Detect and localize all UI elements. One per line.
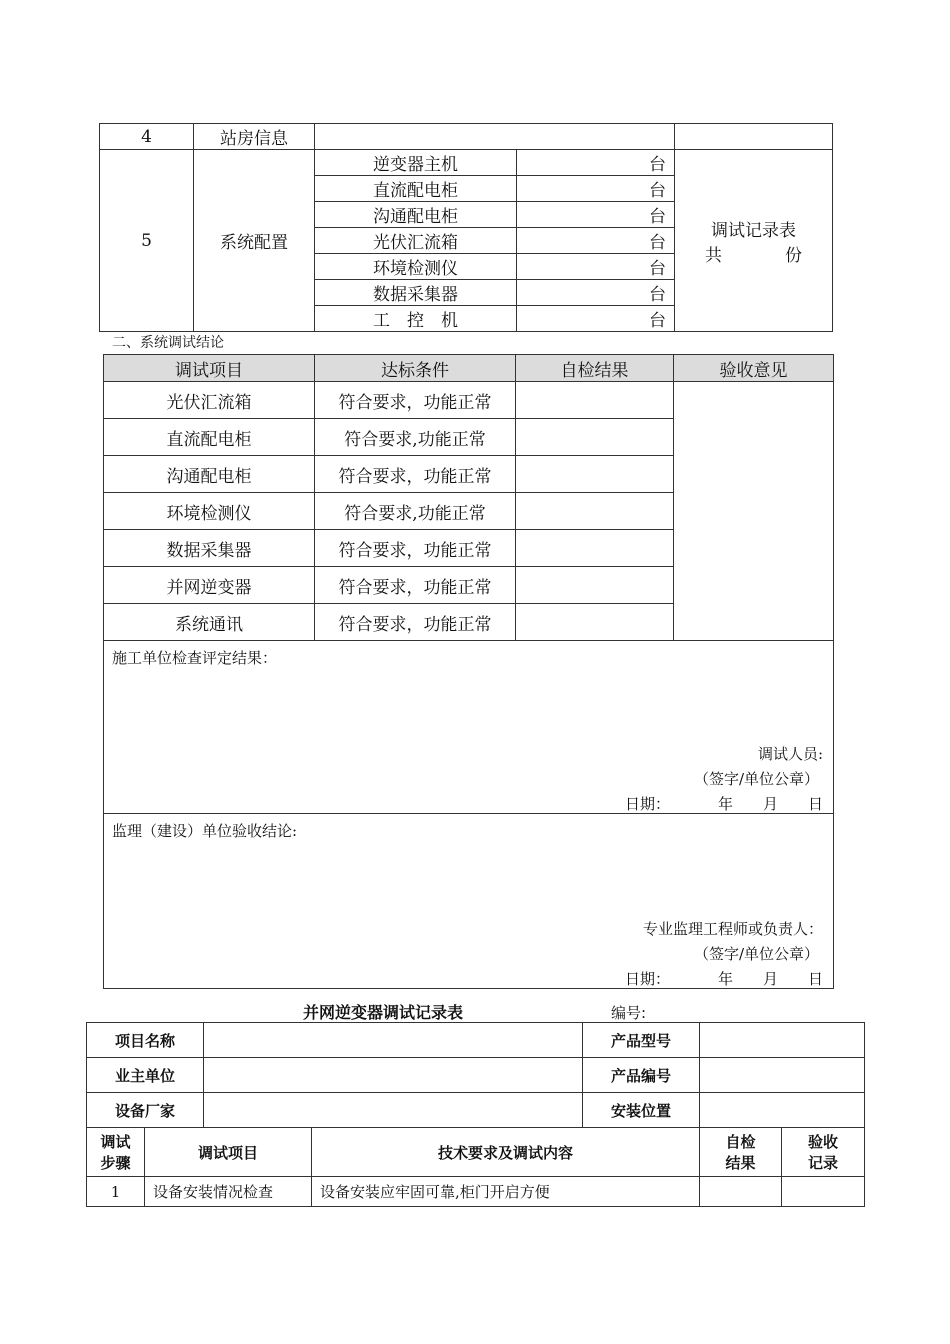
self-check-cell <box>516 604 674 641</box>
debug-conclusion-table <box>103 354 834 989</box>
step-number: 1 <box>87 1177 145 1207</box>
check-condition: 符合要求，功能正常 <box>315 530 516 567</box>
install-location-field[interactable] <box>700 1093 865 1128</box>
component-name: 环境检测仪 <box>315 254 517 280</box>
header-accept-line1: 验收 <box>808 1133 839 1151</box>
self-check-field[interactable] <box>700 1177 782 1207</box>
signature-seal-note: （签字/单位公章） <box>693 770 819 788</box>
header-item: 调试项目 <box>104 355 315 382</box>
record-cell <box>675 124 833 150</box>
unit-label: 台 <box>517 306 675 332</box>
form-number-label: 编号: <box>611 1004 647 1022</box>
header-acceptance: 验收意见 <box>674 355 834 382</box>
self-check-cell <box>516 419 674 456</box>
check-item: 环境检测仪 <box>104 493 315 530</box>
check-condition: 符合要求,功能正常 <box>315 419 516 456</box>
check-condition: 符合要求，功能正常 <box>315 382 516 419</box>
unit-label: 台 <box>517 280 675 306</box>
product-number-field[interactable] <box>700 1058 865 1093</box>
component-name: 逆变器主机 <box>315 150 517 176</box>
component-name: 沟通配电柜 <box>315 202 517 228</box>
product-model-field[interactable] <box>700 1023 865 1058</box>
header-self-line1: 自检 <box>725 1133 756 1151</box>
debug-person-label: 调试人员: <box>757 745 823 763</box>
construction-eval-cell <box>104 641 834 814</box>
header-tech-content: 技术要求及调试内容 <box>312 1128 700 1177</box>
check-condition: 符合要求，功能正常 <box>315 567 516 604</box>
check-item: 系统通讯 <box>104 604 315 641</box>
supervision-eval-cell <box>104 814 834 989</box>
unit-label: 台 <box>517 176 675 202</box>
acceptance-record-field[interactable] <box>782 1177 865 1207</box>
self-check-cell <box>516 530 674 567</box>
component-name: 直流配电柜 <box>315 176 517 202</box>
product-number-label: 产品编号 <box>583 1058 700 1093</box>
supervisor-label: 专业监理工程师或负责人： <box>642 920 823 938</box>
header-debug-item: 调试项目 <box>145 1128 312 1177</box>
unit-label: 台 <box>517 150 675 176</box>
unit-label: 台 <box>517 254 675 280</box>
check-condition: 符合要求，功能正常 <box>315 604 516 641</box>
component-name: 光伏汇流箱 <box>315 228 517 254</box>
header-accept-line2: 记录 <box>808 1154 839 1172</box>
record-line1: 调试记录表 <box>711 220 796 241</box>
check-item: 数据采集器 <box>104 530 315 567</box>
row-item: 系统配置 <box>194 150 315 332</box>
signature-seal-note: （签字/单位公章） <box>693 945 819 963</box>
debug-item: 设备安装情况检查 <box>145 1177 312 1207</box>
row-number: 5 <box>100 150 194 332</box>
header-self-check: 自检结果 <box>516 355 674 382</box>
self-check-cell <box>516 567 674 604</box>
check-item: 沟通配电柜 <box>104 456 315 493</box>
date-ymd: 年 月 日 <box>717 970 823 988</box>
record-count-cell <box>675 150 833 332</box>
unit-label: 台 <box>517 228 675 254</box>
check-condition: 符合要求，功能正常 <box>315 456 516 493</box>
inverter-debug-record-table <box>86 1022 865 1207</box>
header-step <box>87 1128 145 1177</box>
project-name-label: 项目名称 <box>87 1023 204 1058</box>
header-self-line2: 结果 <box>725 1154 756 1172</box>
project-name-field[interactable] <box>204 1023 583 1058</box>
row-item: 站房信息 <box>194 124 315 150</box>
check-item: 光伏汇流箱 <box>104 382 315 419</box>
system-config-table <box>99 123 833 332</box>
header-acceptance-record <box>782 1128 865 1177</box>
product-model-label: 产品型号 <box>583 1023 700 1058</box>
tech-content: 设备安装应牢固可靠,柜门开启方便 <box>312 1177 700 1207</box>
record-total-label: 共 <box>705 245 722 266</box>
record-copies-label: 份 <box>785 245 802 266</box>
component-name: 数据采集器 <box>315 280 517 306</box>
unit-label: 台 <box>517 202 675 228</box>
manufacturer-field[interactable] <box>204 1093 583 1128</box>
section-caption: 二、系统调试结论 <box>112 335 224 351</box>
check-item: 直流配电柜 <box>104 419 315 456</box>
date-ymd: 年 月 日 <box>717 795 823 813</box>
component-name: 工 控 机 <box>315 306 517 332</box>
check-item: 并网逆变器 <box>104 567 315 604</box>
install-location-label: 安装位置 <box>583 1093 700 1128</box>
row-number: 4 <box>100 124 194 150</box>
header-self-check <box>700 1128 782 1177</box>
check-condition: 符合要求,功能正常 <box>315 493 516 530</box>
date-label: 日期： <box>625 795 671 813</box>
owner-unit-label: 业主单位 <box>87 1058 204 1093</box>
date-label: 日期： <box>625 970 671 988</box>
construction-eval-title: 施工单位检查评定结果： <box>112 649 278 667</box>
self-check-cell <box>516 493 674 530</box>
form-title: 并网逆变器调试记录表 <box>303 1003 464 1022</box>
owner-unit-field[interactable] <box>204 1058 583 1093</box>
supervision-eval-title: 监理（建设）单位验收结论: <box>112 822 298 840</box>
manufacturer-label: 设备厂家 <box>87 1093 204 1128</box>
acceptance-cell <box>674 382 834 641</box>
header-condition: 达标条件 <box>315 355 516 382</box>
value-cell <box>315 124 675 150</box>
self-check-cell <box>516 382 674 419</box>
header-step-line1: 调试 <box>100 1133 131 1151</box>
self-check-cell <box>516 456 674 493</box>
header-step-line2: 步骤 <box>100 1154 131 1172</box>
